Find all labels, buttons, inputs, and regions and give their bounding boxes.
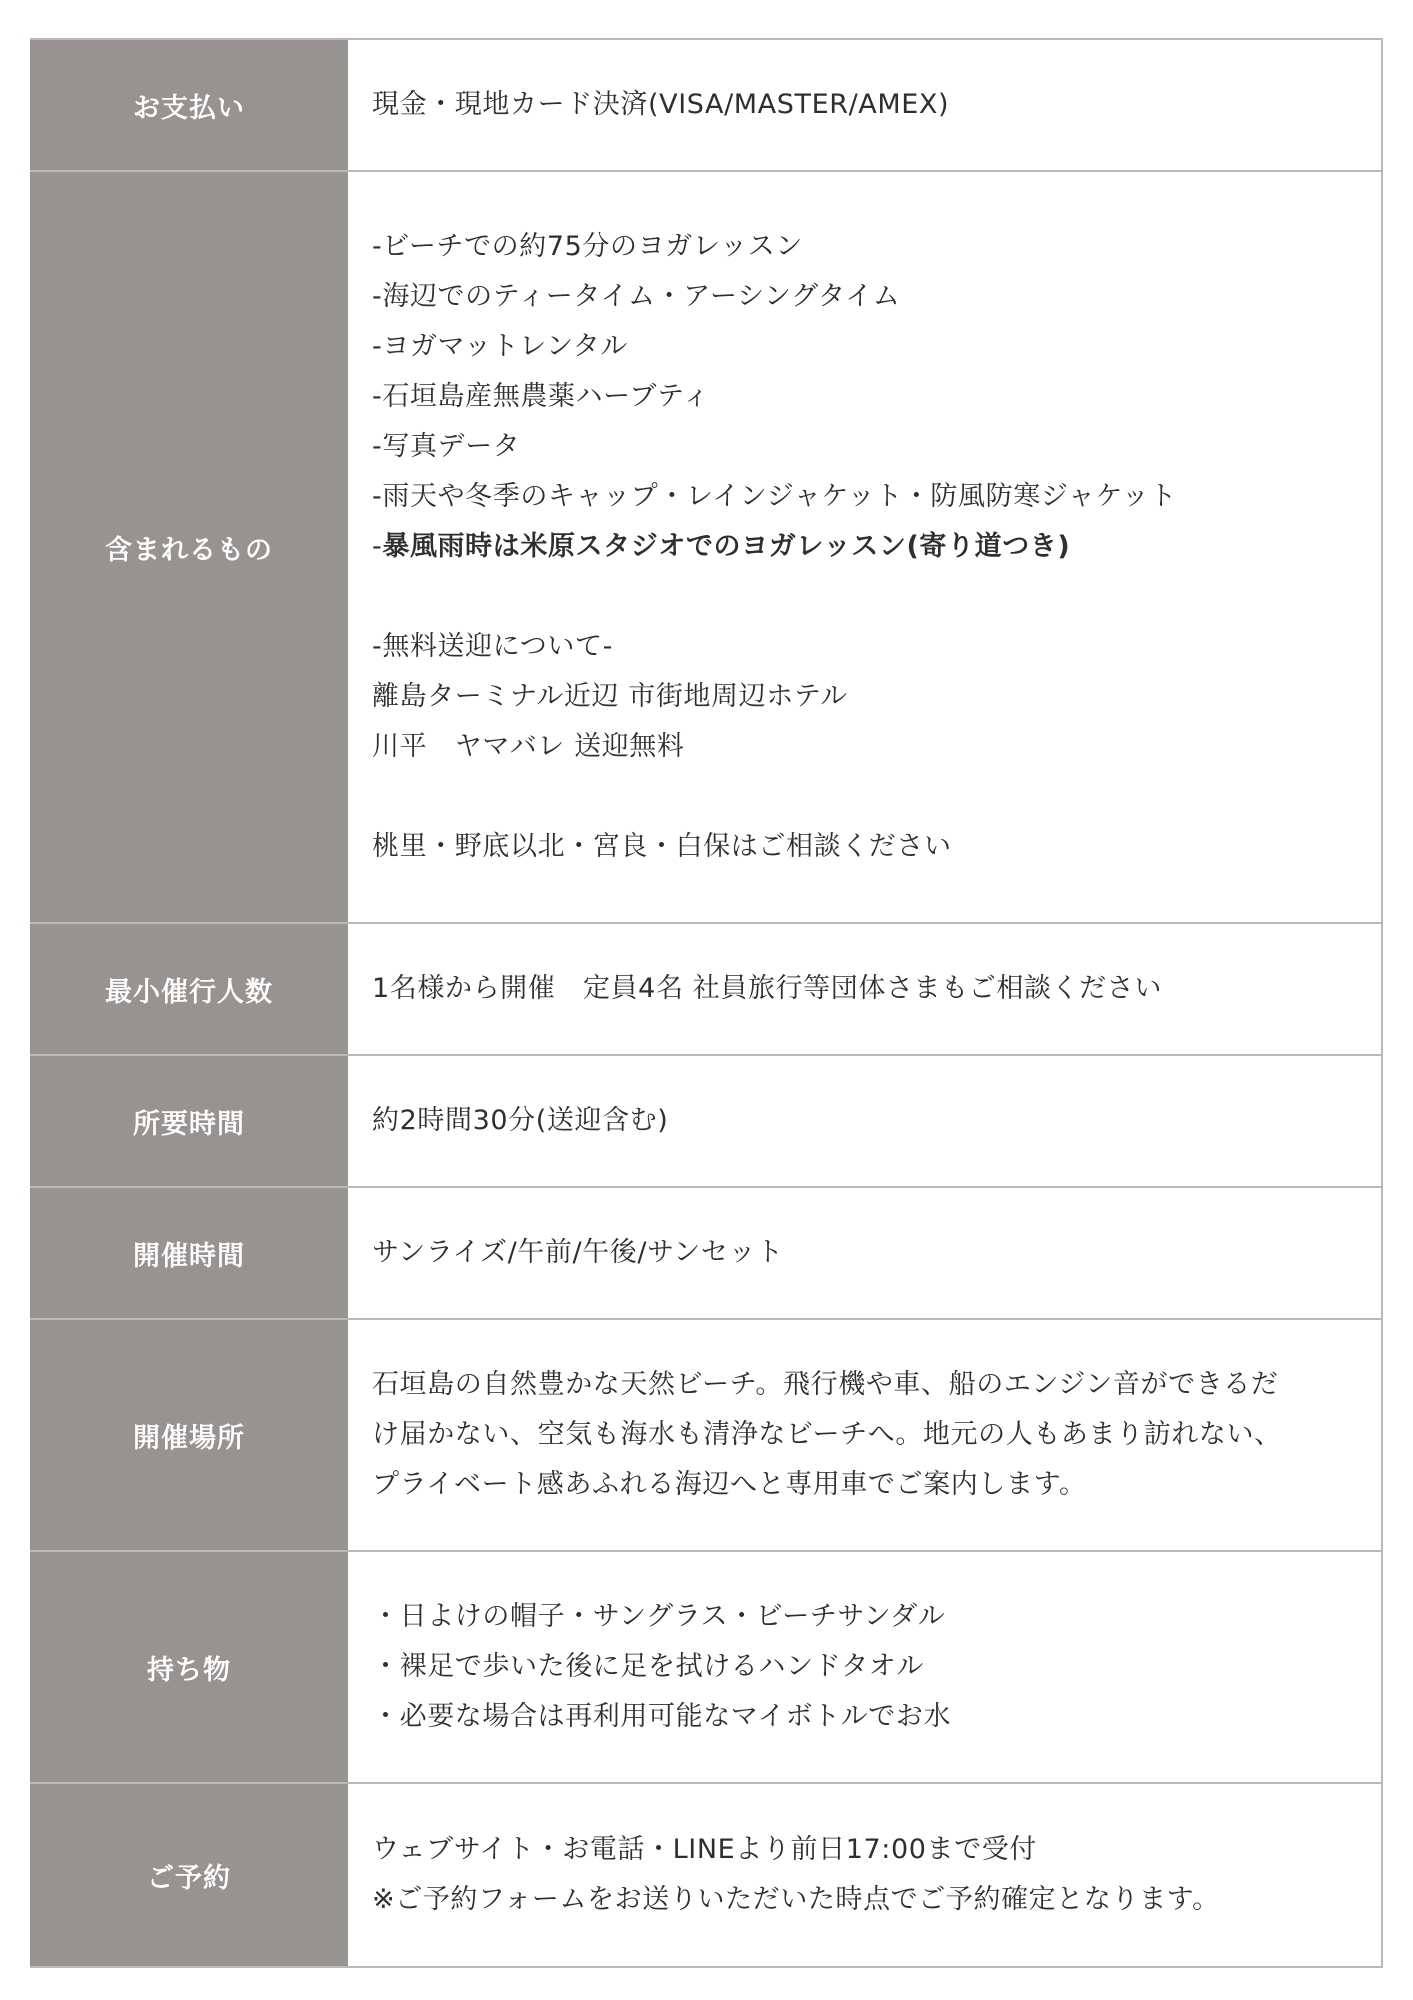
storm-notice	[372, 522, 1357, 572]
spacer	[372, 772, 1357, 822]
belongings-item: ・裸足で歩いた後に足を拭けるハンドタオル	[372, 1651, 924, 1682]
belongings-item: ・必要な場合は再利用可能なマイボトルでお水	[372, 1701, 952, 1732]
transfer-line: 川平 ヤマバレ 送迎無料	[372, 731, 685, 762]
payment-label: お支払い	[30, 40, 348, 170]
payment-value-cell	[348, 40, 1381, 170]
reservation-label: ご予約	[30, 1784, 348, 1966]
duration-value: 約2時間30分(送迎含む)	[372, 1105, 669, 1136]
tour-info-table	[30, 38, 1383, 1968]
transfer-line: 離島ターミナル近辺 市街地周辺ホテル	[372, 681, 848, 712]
row-payment	[30, 40, 1381, 172]
included-item: -ヨガマットレンタル	[372, 331, 628, 362]
included-value-cell	[348, 172, 1381, 922]
place-value-cell	[348, 1320, 1381, 1550]
row-times	[30, 1188, 1381, 1320]
times-value: サンライズ/午前/午後/サンセット	[372, 1237, 784, 1268]
included-item: -雨天や冬季のキャップ・レインジャケット・防風防寒ジャケット	[372, 481, 1177, 512]
transfer-heading: -無料送迎について-	[372, 631, 613, 662]
min-participants-label: 最小催行人数	[30, 924, 348, 1054]
place-label: 開催場所	[30, 1320, 348, 1550]
row-included	[30, 172, 1381, 924]
place-line: 石垣島の自然豊かな天然ビーチ。飛行機や車、船のエンジン音ができるだ	[372, 1369, 1279, 1400]
included-item: -ビーチでの約75分のヨガレッスン	[372, 231, 803, 262]
min-participants-value-cell	[348, 924, 1381, 1054]
place-line: け届かない、空気も海水も清浄なビーチへ。地元の人もあまり訪れない、	[372, 1419, 1282, 1450]
included-item: -写真データ	[372, 431, 521, 462]
row-duration	[30, 1056, 1381, 1188]
consult-line: 桃里・野底以北・宮良・白保はご相談ください	[372, 831, 952, 862]
storm-prefix: -	[372, 531, 383, 562]
min-participants-value: 1名様から開催 定員4名 社員旅行等団体さまもご相談ください	[372, 973, 1162, 1004]
payment-value: 現金・現地カード決済(VISA/MASTER/AMEX)	[372, 89, 950, 120]
duration-value-cell	[348, 1056, 1381, 1186]
row-min-participants	[30, 924, 1381, 1056]
reservation-value-cell	[348, 1784, 1381, 1966]
storm-bold-text: 暴風雨時は米原スタジオでのヨガレッスン(寄り道つき)	[382, 531, 1071, 562]
reservation-line: ※ご予約フォームをお送りいただいた時点でご予約確定となります。	[372, 1884, 1220, 1915]
times-value-cell	[348, 1188, 1381, 1318]
included-item: -海辺でのティータイム・アーシングタイム	[372, 281, 901, 312]
row-belongings	[30, 1552, 1381, 1784]
duration-label: 所要時間	[30, 1056, 348, 1186]
row-reservation	[30, 1784, 1381, 1966]
included-label: 含まれるもの	[30, 172, 348, 922]
row-place	[30, 1320, 1381, 1552]
reservation-line: ウェブサイト・お電話・LINEより前日17:00まで受付	[372, 1834, 1037, 1865]
belongings-item: ・日よけの帽子・サングラス・ビーチサンダル	[372, 1601, 946, 1632]
belongings-value-cell	[348, 1552, 1381, 1782]
times-label: 開催時間	[30, 1188, 348, 1318]
included-item: -石垣島産無農薬ハーブティ	[372, 381, 711, 412]
place-line: プライベート感あふれる海辺へと専用車でご案内します。	[372, 1469, 1087, 1500]
belongings-label: 持ち物	[30, 1552, 348, 1782]
spacer	[372, 572, 1357, 622]
